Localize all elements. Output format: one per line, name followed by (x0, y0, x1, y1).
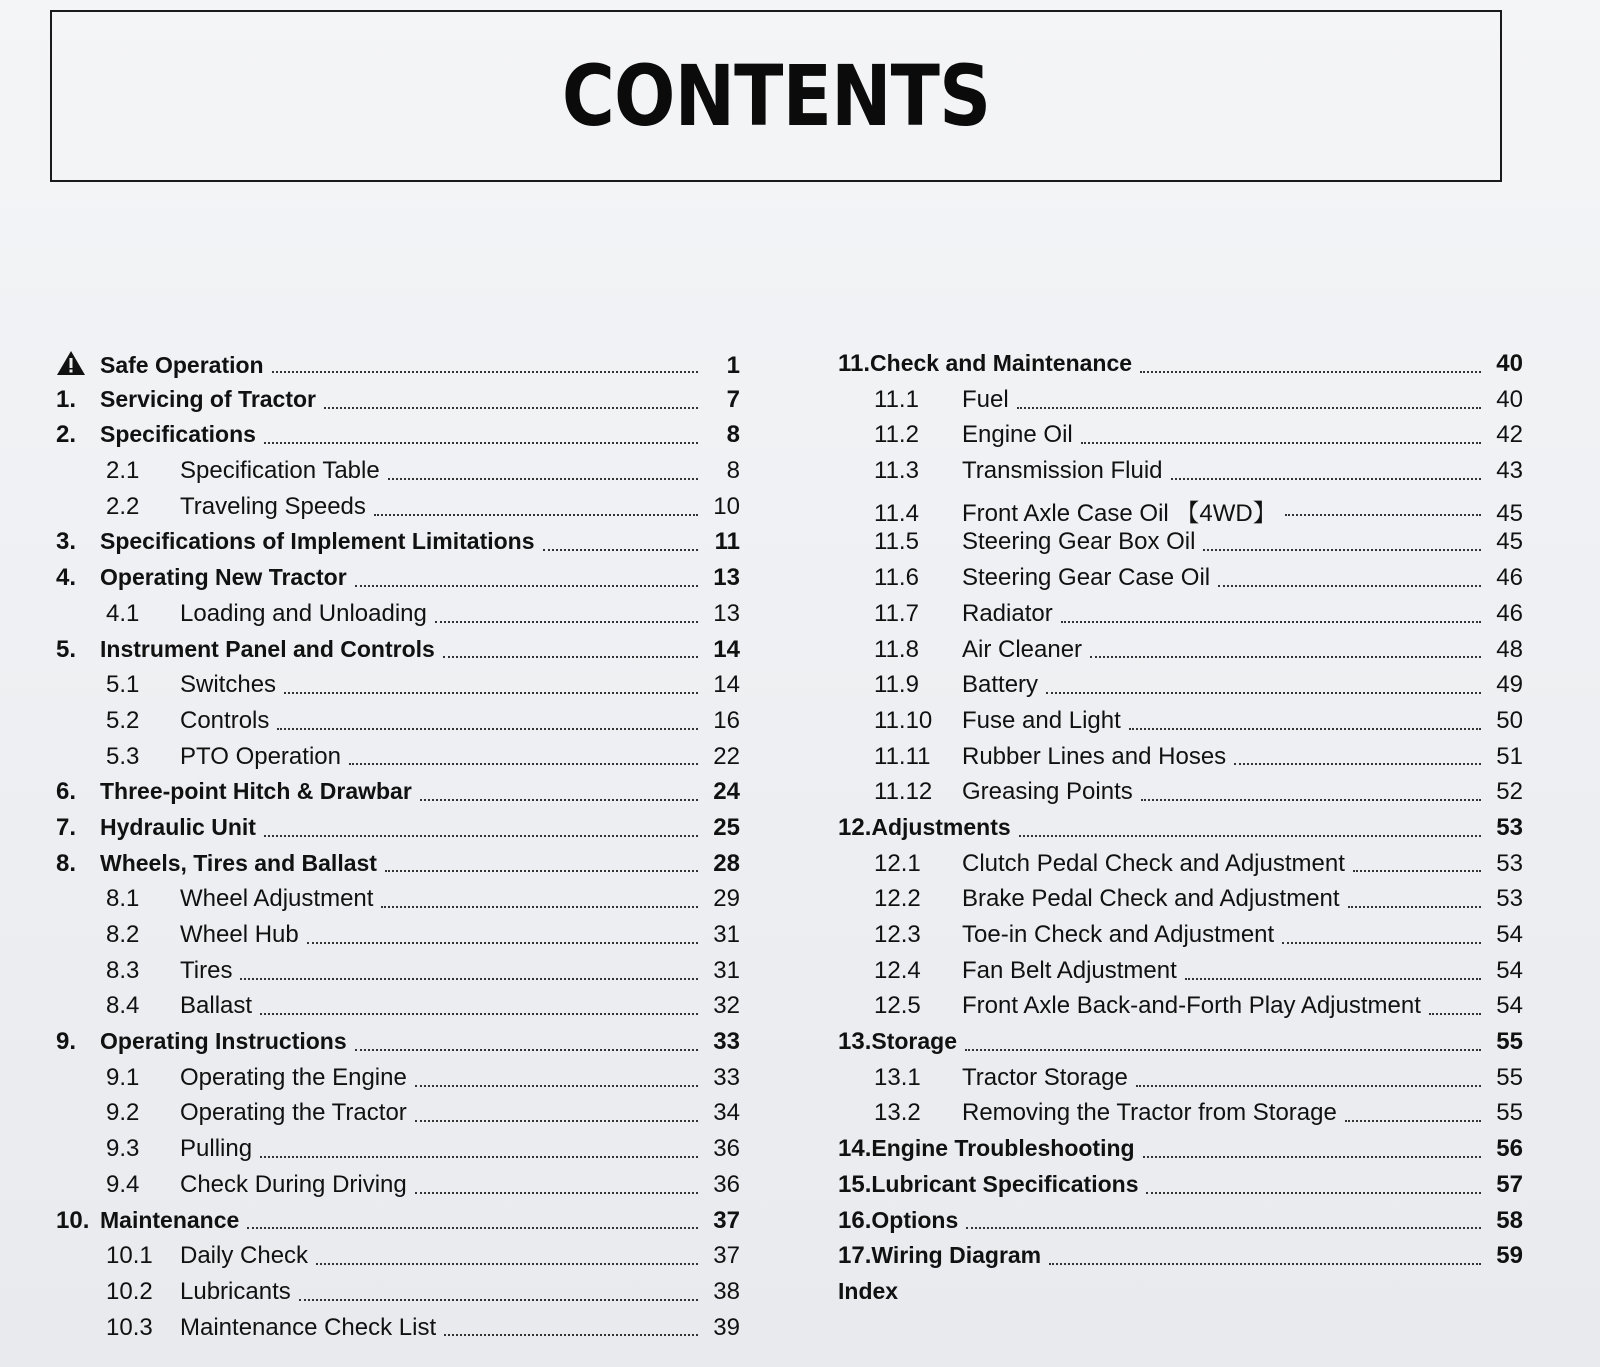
toc-entry-number: 4. (56, 564, 77, 592)
toc-entry[interactable] (838, 1207, 1523, 1243)
dot-leader (1203, 549, 1481, 551)
toc-entry[interactable] (50, 350, 740, 386)
toc-entry[interactable] (50, 600, 740, 636)
toc-entry-page: 31 (713, 956, 740, 984)
toc-entry[interactable] (50, 885, 740, 921)
toc-entry-page: 48 (1496, 635, 1523, 663)
page-title: CONTENTS (561, 47, 991, 145)
toc-entry-page: 56 (1496, 1135, 1523, 1163)
toc-entry[interactable] (838, 778, 1523, 814)
dot-leader (284, 692, 698, 694)
toc-entry-page: 49 (1496, 671, 1523, 699)
toc-entry-page: 11 (714, 528, 740, 556)
toc-entry-title: Lubricants (180, 1277, 291, 1305)
toc-entry-page: 8 (726, 421, 740, 449)
toc-entry[interactable] (838, 564, 1523, 600)
toc-entry-page: 22 (713, 742, 740, 770)
toc-entry-title: Radiator (962, 599, 1053, 627)
toc-entry[interactable] (50, 1171, 740, 1207)
toc-entry-number: 8.3 (106, 956, 140, 984)
toc-entry-page: 54 (1496, 992, 1523, 1020)
dot-leader (324, 407, 698, 409)
toc-entry-page: 8 (726, 457, 740, 485)
toc-entry[interactable] (50, 707, 740, 743)
dot-leader (1090, 656, 1481, 658)
toc-entry[interactable] (838, 1171, 1523, 1207)
toc-entry-title: Operating New Tractor (100, 564, 347, 591)
toc-entry[interactable] (838, 885, 1523, 921)
toc-entry-title: Maintenance Check List (180, 1313, 437, 1341)
toc-entry-page: 14 (713, 635, 740, 663)
toc-entry-page: 1 (726, 352, 740, 379)
toc-entry-number: 11.6 (874, 564, 919, 592)
toc-entry-title: Wheels, Tires and Ballast (100, 849, 377, 876)
toc-entry-title: Rubber Lines and Hoses (962, 742, 1227, 770)
toc-entry-title: Steering Gear Box Oil (962, 528, 1196, 556)
toc-entry-title: Operating Instructions (100, 1028, 347, 1055)
toc-entry-number: 12.1 (874, 849, 921, 877)
toc-entry[interactable] (50, 992, 740, 1028)
toc-entry-page: 33 (713, 1028, 740, 1056)
dot-leader (264, 835, 698, 837)
dot-leader (247, 1227, 698, 1229)
toc-entry-page: 34 (713, 1099, 740, 1127)
toc-entry[interactable] (50, 1242, 740, 1278)
toc-entry-page: 45 (1496, 528, 1523, 556)
dot-leader (1218, 585, 1481, 587)
toc-entry-title: Lubricant Specifications (871, 1170, 1139, 1197)
toc-entry-title: Specification Table (180, 457, 380, 485)
dot-leader (1348, 906, 1481, 908)
toc-entry-number: 11.2 (874, 421, 919, 449)
toc-entry-title: Transmission Fluid (962, 457, 1163, 485)
dot-leader (435, 621, 698, 623)
toc-entry-page: 43 (1496, 457, 1523, 485)
toc-entry[interactable] (838, 1278, 1523, 1314)
toc-entry[interactable] (50, 528, 740, 564)
toc-entry-page: 25 (713, 813, 740, 841)
toc-entry[interactable] (838, 1242, 1523, 1278)
dot-leader (260, 1156, 698, 1158)
dot-leader (1146, 1192, 1481, 1194)
toc-entry[interactable] (50, 1135, 740, 1171)
toc-entry-title: Check During Driving (180, 1170, 407, 1198)
dot-leader (277, 728, 698, 730)
toc-entry[interactable] (838, 743, 1523, 779)
dot-leader (543, 549, 698, 551)
dot-leader (260, 1013, 698, 1015)
toc-entry[interactable] (838, 1028, 1523, 1064)
toc-entry-title: Controls (180, 706, 270, 734)
toc-entry-page: 40 (1496, 385, 1523, 413)
toc-entry-number (50, 350, 100, 380)
dot-leader (272, 371, 698, 373)
toc-entry-title: Ballast (180, 992, 253, 1020)
toc-entry-title: Daily Check (180, 1242, 309, 1270)
toc-entry-number: 9.1 (106, 1063, 140, 1091)
toc-entry-title: Fuel (962, 385, 1009, 413)
toc-entry[interactable] (838, 636, 1523, 672)
dot-leader (1141, 799, 1481, 801)
toc-entry-number: 9.3 (106, 1135, 140, 1163)
toc-entry-page: 37 (713, 1206, 740, 1234)
toc-entry[interactable] (50, 850, 740, 886)
dot-leader (240, 978, 698, 980)
toc-entry-number: 2.1 (106, 457, 140, 485)
toc-entry[interactable] (50, 386, 740, 422)
toc-right-column (838, 350, 1523, 1314)
dot-leader (388, 478, 698, 480)
toc-entry-title: Maintenance (100, 1206, 240, 1233)
toc-entry-page: 13 (713, 599, 740, 627)
toc-entry-title: Specifications (100, 421, 256, 448)
dot-leader (1234, 763, 1481, 765)
toc-entry[interactable] (838, 921, 1523, 957)
toc-entry[interactable] (838, 671, 1523, 707)
toc-entry-number: 6. (56, 778, 77, 806)
toc-left-column (50, 350, 740, 1349)
toc-entry-page: 33 (713, 1063, 740, 1091)
toc-entry-title: Specifications of Implement Limitations (100, 528, 535, 555)
dot-leader (355, 585, 698, 587)
toc-entry-number: 13.2 (874, 1099, 921, 1127)
toc-entry-number: 11.12 (874, 778, 933, 806)
dot-leader (349, 763, 698, 765)
toc-entry-page: 28 (713, 849, 740, 877)
toc-entry-title: Check and Maintenance (870, 350, 1133, 376)
toc-entry-title: Operating the Tractor (180, 1099, 407, 1127)
toc-entry-page: 46 (1496, 599, 1523, 627)
toc-entry-title: Air Cleaner (962, 635, 1083, 663)
toc-entry[interactable] (838, 457, 1523, 493)
toc-entry-page: 14 (713, 671, 740, 699)
toc-entry-number: 8. (56, 849, 77, 877)
toc-entry[interactable] (838, 600, 1523, 636)
toc-entry-number: 5.3 (106, 742, 140, 770)
warning-triangle-icon (56, 350, 86, 376)
toc-entry-title: Switches (180, 671, 277, 699)
toc-entry-page: 36 (713, 1170, 740, 1198)
toc-entry[interactable] (838, 1099, 1523, 1135)
toc-entry-title: Greasing Points (962, 778, 1133, 806)
toc-entry[interactable] (838, 350, 1523, 386)
toc-entry-title: Loading and Unloading (180, 599, 427, 627)
dot-leader (415, 1192, 698, 1194)
toc-entry[interactable] (838, 707, 1523, 743)
toc-entry[interactable] (50, 957, 740, 993)
dot-leader (415, 1085, 698, 1087)
toc-entry[interactable] (50, 564, 740, 600)
dot-leader (1143, 1156, 1481, 1158)
toc-entry-page: 59 (1496, 1242, 1523, 1270)
toc-entry-title: Front Axle Back-and-Forth Play Adjustment (962, 992, 1421, 1020)
toc-entry-page: 51 (1496, 742, 1523, 770)
toc-entry-title: Fan Belt Adjustment (962, 956, 1177, 984)
toc-entry-page: 10 (713, 492, 740, 520)
toc-entry-page: 40 (1496, 350, 1523, 377)
toc-entry-number: 11.8 (874, 635, 919, 663)
toc-entry[interactable] (50, 421, 740, 457)
toc-entry-page: 7 (726, 385, 740, 413)
dot-leader (443, 656, 698, 658)
dot-leader (1285, 514, 1481, 516)
toc-entry-page: 55 (1496, 1063, 1523, 1091)
dot-leader (299, 1299, 698, 1301)
toc-entry-number: 13. (838, 1028, 872, 1056)
toc-entry[interactable] (50, 1314, 740, 1350)
dot-leader (316, 1263, 698, 1265)
toc-entry-title: Traveling Speeds (180, 492, 366, 520)
toc-entry-page: 13 (713, 564, 740, 592)
toc-entry-page: 29 (713, 885, 740, 913)
toc-entry[interactable] (838, 957, 1523, 993)
toc-entry-title: Battery (962, 671, 1039, 699)
toc-entry[interactable] (838, 1064, 1523, 1100)
dot-leader (444, 1334, 698, 1336)
toc-entry[interactable] (838, 1135, 1523, 1171)
toc-entry-page: 53 (1496, 885, 1523, 913)
dot-leader (1136, 1085, 1481, 1087)
dot-leader (1429, 1013, 1481, 1015)
toc-entry-page: 53 (1496, 813, 1523, 841)
toc-entry-number: 12.5 (874, 992, 921, 1020)
toc-entry-title: Tires (180, 956, 233, 984)
toc-entry-title: Pulling (180, 1135, 253, 1163)
toc-entry-page: 24 (713, 778, 740, 806)
toc-entry-number: 10.3 (106, 1313, 153, 1341)
toc-entry-title: Engine Oil (962, 421, 1073, 449)
toc-entry[interactable] (50, 493, 740, 529)
toc-entry-title: Engine Troubleshooting (871, 1135, 1135, 1162)
toc-entry-number: 8.2 (106, 921, 140, 948)
dot-leader (355, 1049, 698, 1051)
toc-entry[interactable] (50, 671, 740, 707)
toc-entry[interactable] (50, 1064, 740, 1100)
toc-entry-page: 57 (1496, 1170, 1523, 1198)
toc-entry-number: 11.5 (874, 528, 919, 556)
dot-leader (1282, 942, 1481, 944)
toc-entry[interactable] (838, 814, 1523, 850)
toc-entry-number: 11.1 (874, 385, 919, 413)
dot-leader (1129, 728, 1481, 730)
toc-entry-title: Wiring Diagram (871, 1242, 1042, 1269)
dot-leader (264, 442, 698, 444)
dot-leader (1061, 621, 1481, 623)
toc-entry[interactable] (838, 386, 1523, 422)
toc-entry-number: 12.2 (874, 885, 921, 913)
toc-entry-number: 9.2 (106, 1099, 140, 1127)
toc-entry-number: 3. (56, 528, 77, 556)
toc-entry-page: 16 (713, 706, 740, 734)
toc-entry-title: Brake Pedal Check and Adjustment (962, 885, 1340, 913)
toc-entry-title: Options (871, 1206, 959, 1233)
toc-entry-number: 16. (838, 1206, 872, 1234)
toc-entry-title: Clutch Pedal Check and Adjustment (962, 849, 1345, 877)
toc-entry-page: 36 (713, 1135, 740, 1163)
toc-entry-title: Instrument Panel and Controls (100, 635, 435, 662)
toc-entry-page: 39 (713, 1313, 740, 1341)
toc-entry-title: Toe-in Check and Adjustment (962, 921, 1275, 948)
toc-entry-number: 5.2 (106, 706, 140, 734)
toc-entry[interactable] (838, 493, 1523, 529)
toc-entry-title: Adjustments (871, 813, 1011, 840)
toc-entry-title: Fuse and Light (962, 706, 1121, 734)
toc-entry-page: 31 (713, 921, 740, 948)
toc-entry-page: 53 (1496, 849, 1523, 877)
toc-entry-page: 50 (1496, 706, 1523, 734)
toc-entry[interactable] (50, 457, 740, 493)
dot-leader (1171, 478, 1482, 480)
dot-leader (1081, 442, 1481, 444)
toc-entry-number: 5.1 (106, 671, 140, 699)
toc-entry-page: 55 (1496, 1028, 1523, 1056)
toc-entry-number: 12.4 (874, 956, 921, 984)
dot-leader (385, 870, 698, 872)
toc-entry-number: 14. (838, 1135, 872, 1163)
toc-entry-number: 12. (838, 813, 872, 841)
dot-leader (1345, 1120, 1481, 1122)
toc-entry-title: Hydraulic Unit (100, 813, 256, 840)
toc-entry-page: 54 (1496, 956, 1523, 984)
toc-entry-number: 7. (56, 813, 77, 841)
toc-entry[interactable] (50, 1099, 740, 1135)
toc-entry-number: 11.7 (874, 599, 919, 627)
dot-leader (381, 906, 698, 908)
toc-entry-number: 10.1 (106, 1242, 153, 1270)
toc-entry-title: Removing the Tractor from Storage (962, 1099, 1337, 1127)
toc-entry-title: Storage (871, 1028, 958, 1055)
toc-entry-number: 10.2 (106, 1277, 153, 1305)
toc-entry-title: Three-point Hitch & Drawbar (100, 778, 412, 805)
toc-entry-number: 15. (838, 1170, 872, 1198)
toc-entry-page: 52 (1496, 778, 1523, 806)
toc-entry[interactable] (838, 850, 1523, 886)
toc-entry-title: Steering Gear Case Oil (962, 564, 1211, 592)
dot-leader (965, 1049, 1481, 1051)
toc-entry-number: 2. (56, 421, 77, 449)
toc-entry-number: 8.1 (106, 885, 140, 913)
toc-entry-number: 13.1 (874, 1063, 921, 1091)
toc-entry-number: 9.4 (106, 1170, 140, 1198)
toc-entry-page: 38 (713, 1277, 740, 1305)
toc-entry[interactable] (838, 528, 1523, 564)
toc-entry-number: 4.1 (106, 599, 140, 627)
dot-leader (307, 942, 698, 944)
toc-entry-page: 45 (1496, 499, 1523, 527)
toc-entry[interactable] (838, 421, 1523, 457)
dot-leader (1049, 1263, 1481, 1265)
toc-entry[interactable] (50, 636, 740, 672)
dot-leader (1046, 692, 1481, 694)
toc-entry-page: 37 (713, 1242, 740, 1270)
dot-leader (1017, 407, 1481, 409)
toc-entry-title: Tractor Storage (962, 1063, 1128, 1091)
toc-entry-title: Servicing of Tractor (100, 385, 317, 412)
toc-entry[interactable] (50, 1278, 740, 1314)
title-frame (50, 10, 1502, 182)
dot-leader (1353, 870, 1481, 872)
toc-entry-title: Wheel Adjustment (180, 885, 374, 913)
dot-leader (1019, 835, 1481, 837)
toc-entry-number: 17. (838, 1242, 872, 1270)
toc-entry[interactable] (50, 1207, 740, 1243)
dot-leader (1140, 371, 1481, 373)
toc-entry-number: 8.4 (106, 992, 140, 1020)
toc-entry-number: 11.11 (874, 742, 931, 770)
toc-entry-title: Safe Operation (100, 352, 264, 378)
toc-entry-number: 10. (56, 1206, 90, 1234)
dot-leader (415, 1120, 698, 1122)
toc-entry[interactable] (50, 778, 740, 814)
toc-entry[interactable] (50, 743, 740, 779)
toc-entry[interactable] (50, 921, 740, 957)
dot-leader (1185, 978, 1481, 980)
toc-entry-title: Wheel Hub (180, 921, 299, 948)
toc-entry-number: 11. (838, 350, 871, 377)
toc-entry-number: 2.2 (106, 492, 140, 520)
toc-entry-number: 11.9 (874, 671, 919, 699)
toc-entry-title: Index (838, 1277, 899, 1304)
toc-entry-number: 11.10 (874, 706, 933, 734)
toc-entry-number: 11.3 (874, 457, 919, 485)
toc-entry-page: 55 (1496, 1099, 1523, 1127)
toc-entry[interactable] (838, 992, 1523, 1028)
toc-entry-page: 58 (1496, 1206, 1523, 1234)
toc-entry-title: Operating the Engine (180, 1063, 407, 1091)
toc-entry-page: 54 (1496, 921, 1523, 948)
toc-entry-number: 9. (56, 1028, 77, 1056)
toc-entry[interactable] (50, 1028, 740, 1064)
dot-leader (374, 514, 698, 516)
dot-leader (966, 1227, 1481, 1229)
toc-entry-number: 1. (56, 385, 77, 413)
toc-entry-page: 32 (713, 992, 740, 1020)
toc-entry-page: 42 (1496, 421, 1523, 449)
toc-entry-number: 5. (56, 635, 77, 663)
toc-entry[interactable] (50, 814, 740, 850)
dot-leader (420, 799, 698, 801)
toc-entry-page: 46 (1496, 564, 1523, 592)
toc-entry-title: PTO Operation (180, 742, 341, 770)
toc-entry-number: 11.4 (874, 499, 919, 527)
toc-entry-number: 12.3 (874, 921, 921, 948)
toc-entry-title: Front Axle Case Oil 【4WD】 (962, 499, 1277, 527)
